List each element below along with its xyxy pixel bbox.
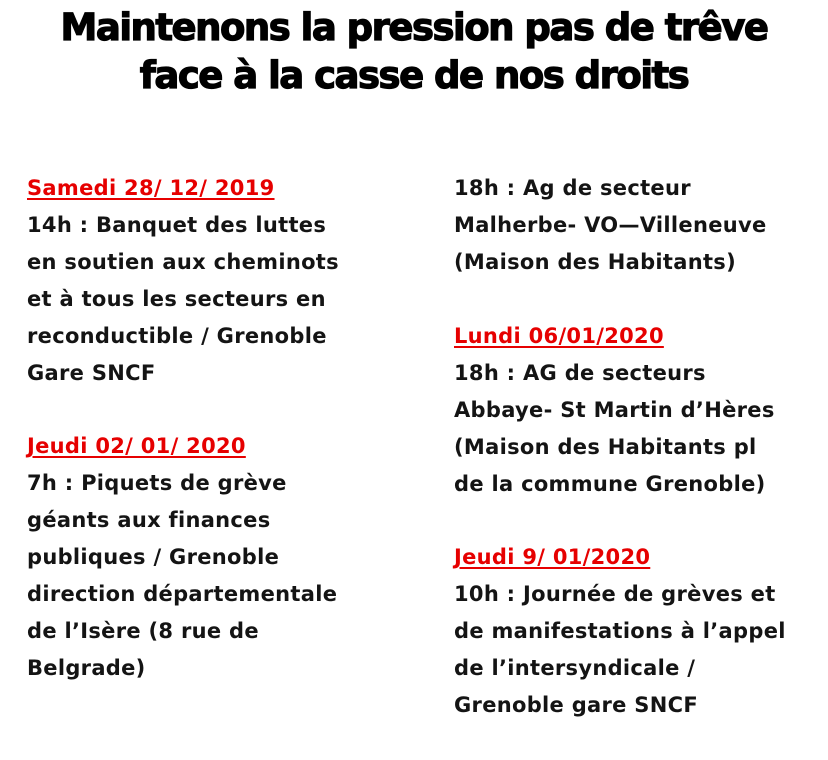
event-text-line: Belgrade) (27, 656, 146, 680)
event-text-line: Gare SNCF (27, 361, 156, 385)
event-text-line: 10h : Journée de grèves et (454, 582, 776, 606)
event-text-line: de manifestations à l’appel (454, 619, 786, 643)
title-line-1: Maintenons la pression pas de trêve (60, 6, 768, 49)
event-lundi (454, 318, 826, 503)
event-text-line: de l’Isère (8 rue de (27, 619, 259, 643)
event-samedi (27, 170, 427, 392)
event-ag-malherbe (454, 170, 826, 281)
event-text-line: publiques / Grenoble (27, 545, 280, 569)
event-date: Samedi 28/ 12/ 2019 (27, 176, 275, 200)
event-text-line: de l’intersyndicale / (454, 656, 696, 680)
left-column (27, 170, 427, 723)
event-text-line: 18h : AG de secteurs (454, 361, 706, 385)
event-text-line: 14h : Banquet des luttes (27, 213, 327, 237)
title-line-2: face à la casse de nos droits (139, 54, 689, 97)
event-text-line: et à tous les secteurs en (27, 287, 326, 311)
event-date: Lundi 06/01/2020 (454, 324, 664, 348)
event-text-line: reconductible / Grenoble (27, 324, 327, 348)
event-text-line: (Maison des Habitants pl (454, 435, 757, 459)
event-text-line: direction départementale (27, 582, 338, 606)
event-jeudi-02 (27, 428, 427, 687)
event-text-line: 18h : Ag de secteur (454, 176, 691, 200)
event-jeudi-09 (454, 539, 826, 724)
event-date: Jeudi 02/ 01/ 2020 (27, 434, 246, 458)
page-title (0, 4, 828, 100)
event-text-line: géants aux finances (27, 508, 271, 532)
event-text-line: (Maison des Habitants) (454, 250, 737, 274)
event-text-line: 7h : Piquets de grève (27, 471, 287, 495)
right-column (454, 170, 826, 760)
event-text-line: Abbaye- St Martin d’Hères (454, 398, 775, 422)
event-text-line: en soutien aux cheminots (27, 250, 339, 274)
event-text-line: de la commune Grenoble) (454, 472, 766, 496)
event-text-line: Malherbe- VO—Villeneuve (454, 213, 767, 237)
event-date: Jeudi 9/ 01/2020 (454, 545, 651, 569)
event-text-line: Grenoble gare SNCF (454, 693, 698, 717)
